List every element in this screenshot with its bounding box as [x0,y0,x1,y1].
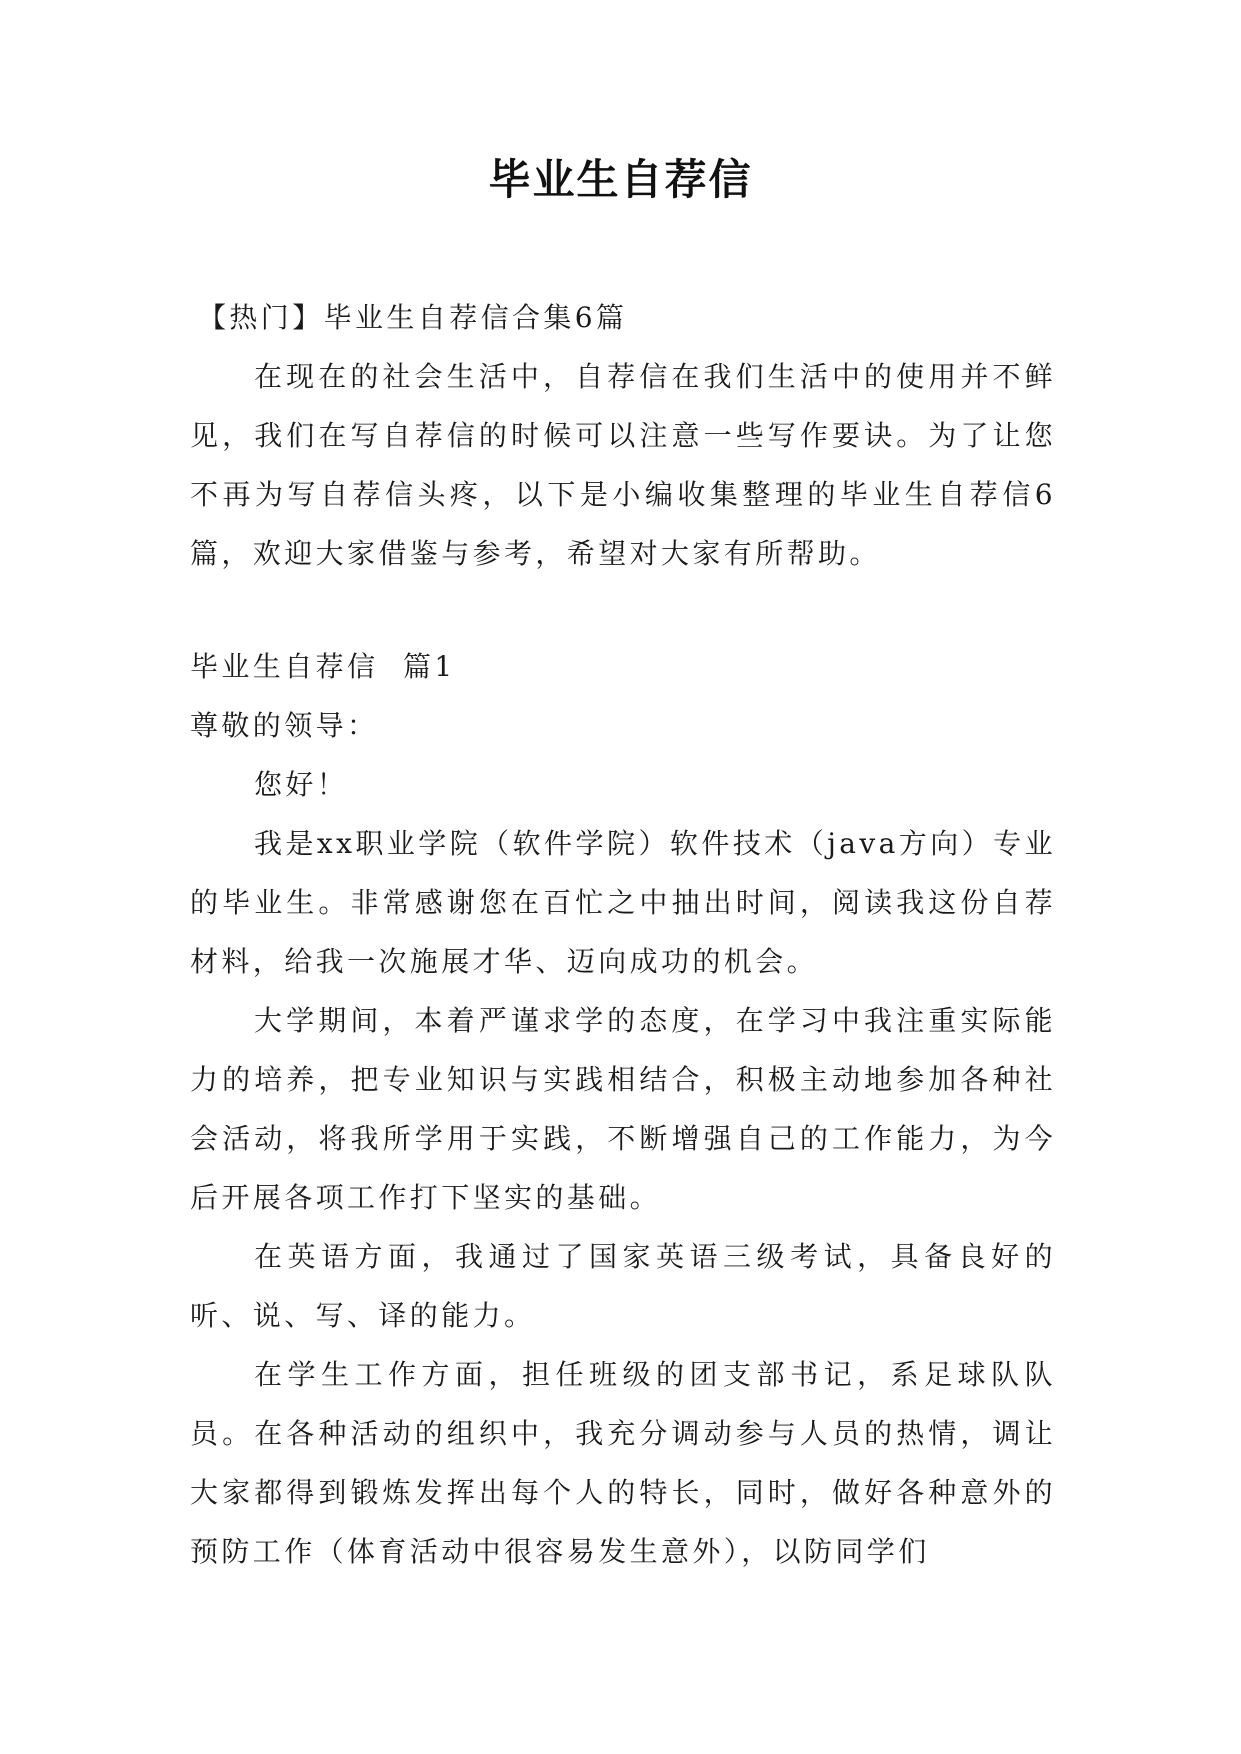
intro-paragraph: 在现在的社会生活中，自荐信在我们生活中的使用并不鲜见，我们在写自荐信的时候可以注意一些写作要诀。为了让您不再为写自荐信头疼，以下是小编收集整理的毕业生自荐信6篇，欢迎大家借鉴与参考，希望对大家有所帮助。 [190,360,1056,570]
greeting: 您好！ [254,768,349,801]
body-paragraph: 大学期间，本着严谨求学的态度，在学习中我注重实际能力的培养，把专业知识与实践相结合，积极主动地参加各种社会活动，将我所学用于实践，不断增强自己的工作能力，为今后开展各项工作打下坚实的基础。 [190,1004,1056,1214]
section-heading: 毕业生自荐信 篇1 [190,650,456,683]
body-paragraph: 我是xx职业学院（软件学院）软件技术（java方向）专业的毕业生。非常感谢您在百忙之中抽出时间，阅读我这份自荐材料，给我一次施展才华、迈向成功的机会。 [190,827,1056,978]
body-paragraph: 在学生工作方面，担任班级的团支部书记，系足球队队员。在各种活动的组织中，我充分调动参与人员的热情，调让大家都得到锻炼发挥出每个人的特长，同时，做好各种意外的预防工作（体育活动中很容易发生意外），以防同学们 [190,1358,1056,1568]
document-body [190,288,1056,1581]
salutation: 尊敬的领导： [190,709,379,742]
document-title: 毕业生自荐信 [488,155,753,204]
body-paragraph: 在英语方面，我通过了国家英语三级考试，具备良好的听、说、写、译的能力。 [190,1240,1056,1332]
tag-heading: 【热门】毕业生自荐信合集6篇 [198,301,628,334]
